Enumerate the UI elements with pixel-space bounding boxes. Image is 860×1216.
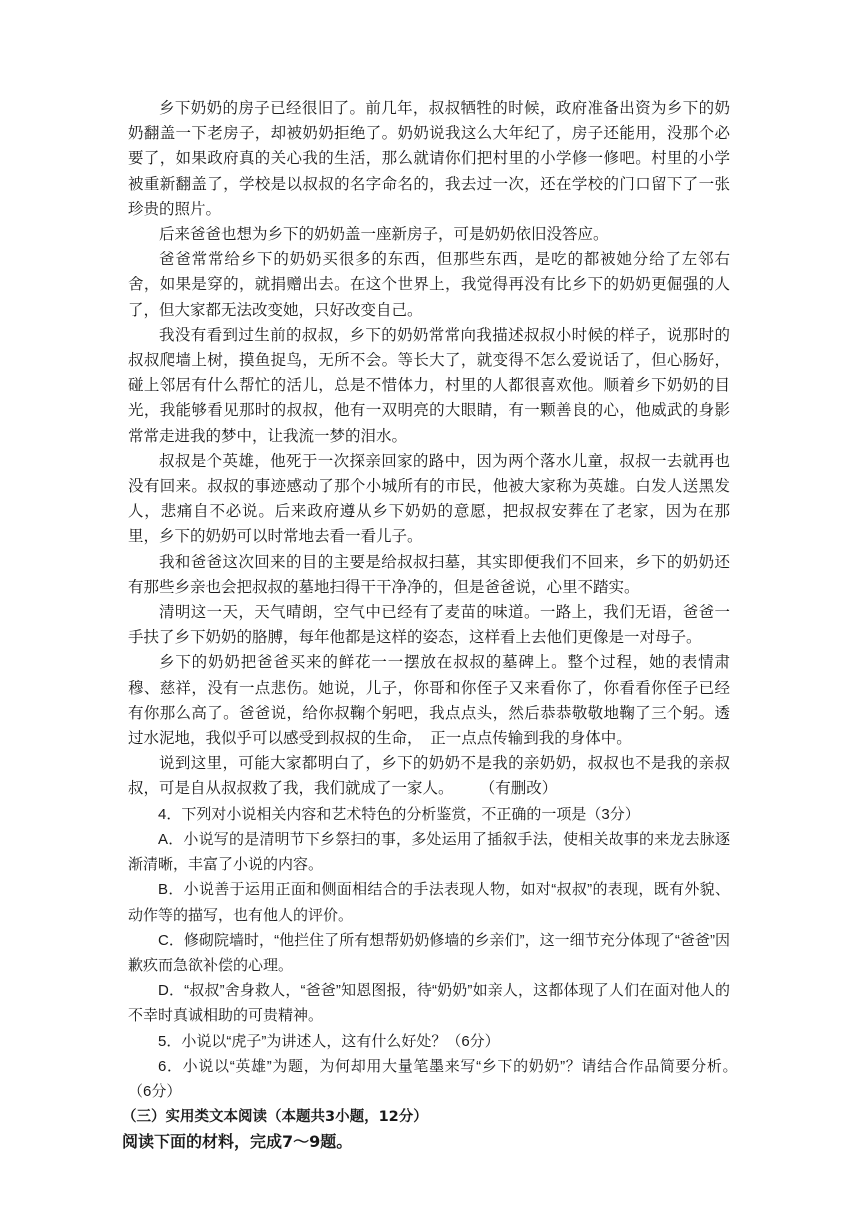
question-4-stem: 4．下列对小说相关内容和艺术特色的分析鉴赏，不正确的一项是（3分） [158,805,640,823]
question-4-option-a: A．小说写的是清明节下乡祭扫的事，多处运用了插叙手法，使相关故事的来龙去脉逐渐清晰，丰富了小说的内容。 [128,830,730,874]
section-title: （三）实用类文本阅读（本题共3小题，12分） [122,1109,428,1126]
story-paragraph-3: 爸爸常常给乡下的奶奶买很多的东西，但那些东西，是吃的都被她分给了左邻右舍，如果是穿的，就捐赠出去。在这个世界上，我觉得再没有比乡下的奶奶更倔强的人了，但大家都无法改变她，只好改变自己。 [128,250,730,319]
story-paragraph-1: 乡下奶奶的房子已经很旧了。前几年，叔叔牺牲的时候，政府准备出资为乡下的奶奶翻盖一下老房子，却被奶奶拒绝了。奶奶说我这么大年纪了，房子还能用，没那个必要了，如果政府真的关心我的生活，那么就请你们把村里的小学修一修吧。村里的小学被重新翻盖了，学校是以叔叔的名字命名的，我去过一次，还在学校的门口留下了一张珍贵的照片。 [128,99,730,218]
story-paragraph-6: 我和爸爸这次回来的目的主要是给叔叔扫墓，其实即便我们不回来，乡下的奶奶还有那些乡亲也会把叔叔的墓地扫得干干净净的，但是爸爸说，心里不踏实。 [128,552,730,596]
question-4-option-c: C．修砌院墙时，“他拦住了所有想帮奶奶修墙的乡亲们”，这一细节充分体现了“爸爸”因歉疚而急欲补偿的心理。 [128,931,730,974]
story-paragraph-8: 乡下的奶奶把爸爸买来的鲜花一一摆放在叔叔的墓碑上。整个过程，她的表情肃穆、慈祥，没有一点悲伤。她说，儿子，你哥和你侄子又来看你了，你看看你侄子已经有你那么高了。爸爸说，给你叔鞠个躬吧，我点点头，然后恭恭敬敬地鞠了三个躬。透过水泥地，我似乎可以感受到叔叔的生命， 正一点点传输到我的身体中。 [128,653,730,748]
source-note: （有删改） [487,779,558,798]
story-last-paragraph-text: 说到这里，可能大家都明白了，乡下的奶奶不是我的亲奶奶，叔叔也不是我的亲叔叔，可是自从叔叔救了我，我们就成了一家人。 [128,754,730,798]
question-5: 5．小说以“虎子”为讲述人，这有什么好处？（6分） [158,1032,500,1050]
question-4-option-d: D．“叔叔”舍身救人，“爸爸”知恩图报，待“奶奶”如亲人，这都体现了人们在面对他人的不幸时真诚相助的可贵精神。 [128,982,730,1025]
document-page [122,96,746,1155]
story-paragraph-5: 叔叔是个英雄，他死于一次探亲回家的路中，因为两个落水儿童，叔叔一去就再也没有回来。叔叔的事迹感动了那个小城所有的市民，他被大家称为英雄。白发人送黑发人，悲痛自不必说。后来政府遵从乡下奶奶的意愿，把叔叔安葬在了老家，因为在那里，乡下的奶奶可以时常地去看一看儿子。 [128,451,730,546]
section-instruction: 阅读下面的材料，完成7～9题。 [122,1132,353,1152]
story-paragraph-4: 我没有看到过生前的叔叔，乡下的奶奶常常向我描述叔叔小时候的样子，说那时的叔叔爬墙上树，摸鱼捉鸟，无所不会。等长大了，就变得不怎么爱说话了，但心肠好，碰上邻居有什么帮忙的活儿，总是不惜体力，村里的人都很喜欢他。顺着乡下奶奶的目光，我能够看见那时的叔叔，他有一双明亮的大眼睛，有一颗善良的心，他威武的身影常常走进我的梦中，让我流一梦的泪水。 [128,325,730,445]
story-paragraph-2: 后来爸爸也想为乡下的奶奶盖一座新房子，可是奶奶依旧没答应。 [159,225,609,244]
story-paragraph-7: 清明这一天，天气晴朗，空气中已经有了麦苗的味道。一路上，我们无语，爸爸一手扶了乡下奶奶的胳膊，每年他都是这样的姿态，这样看上去他们更像是一对母子。 [128,603,730,647]
story-paragraph-9 [128,751,730,801]
question-6: 6．小说以“英雄”为题，为何却用大量笔墨来写“乡下的奶奶”？请结合作品简要分析。 （6分） [128,1057,746,1100]
question-4-option-b: B．小说善于运用正面和侧面相结合的手法表现人物，如对“叔叔”的表现，既有外貌、动作等的描写，也有他人的评价。 [128,881,730,924]
